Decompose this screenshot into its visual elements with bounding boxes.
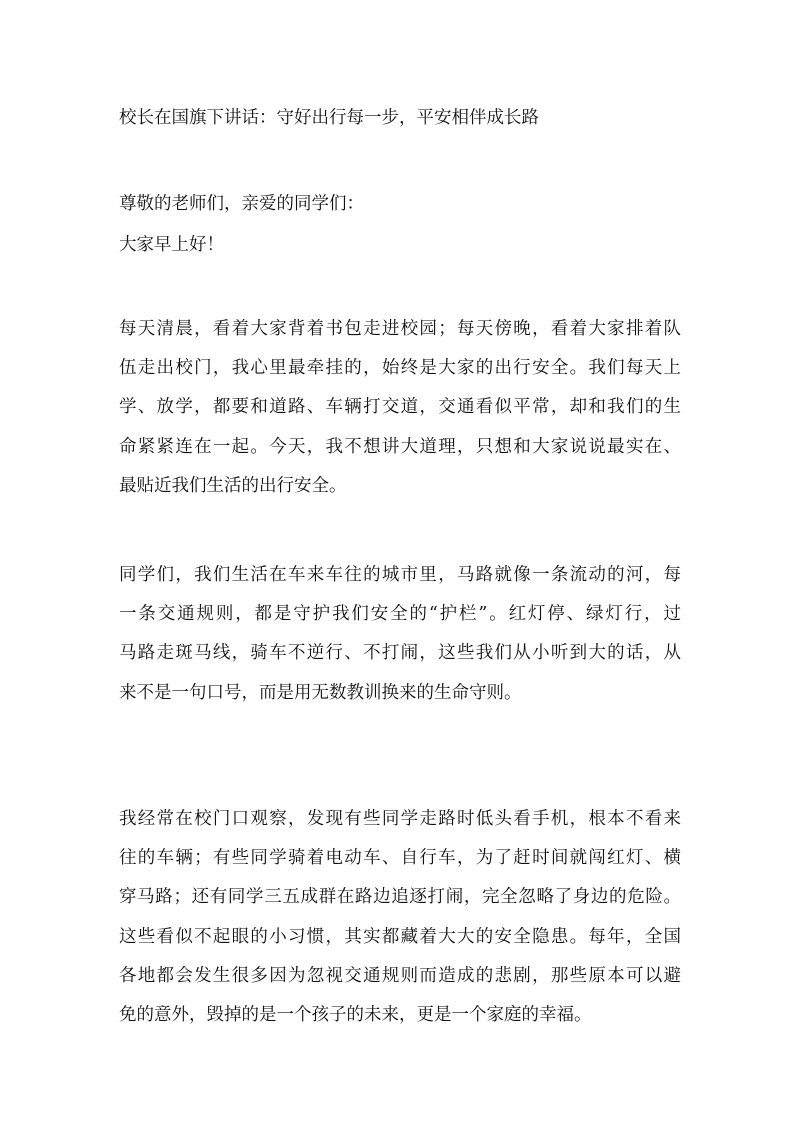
paragraph-line: 免的意外，毁掉的是一个孩子的未来，更是一个家庭的幸福。 [119,1004,592,1025]
paragraph-line: 命紧紧连在一起。今天，我不想讲大道理，只想和大家说说最实在、 [119,436,681,457]
paragraph-line: 每天清晨，看着大家背着书包走进校园；每天傍晚，看着大家排着队 [119,319,681,339]
greeting-line: 大家早上好！ [119,235,224,255]
paragraph-line: 这些看似不起眼的小习惯，其实都藏着大大的安全隐患。每年，全国 [119,926,681,947]
paragraph-line: 我经常在校门口观察，发现有些同学走路时低头看手机，根本不看来 [119,809,681,829]
paragraph-line: 来不是一句口号，而是用无数教训换来的生命守则。 [119,682,522,703]
paragraph-line: 伍走出校门，我心里最牵挂的，始终是大家的出行安全。我们每天上 [119,358,681,379]
paragraph-line: 一条交通规则，都是守护我们安全的“护栏”。红灯停、绿灯行，过 [119,604,681,625]
paragraph-1 [119,310,681,506]
paragraph-line: 往的车辆；有些同学骑着电动车、自行车，为了赶时间就闯红灯、横 [119,848,681,869]
paragraph-line: 穿马路；还有同学三五成群在路边追逐打闹，完全忽略了身边的危险。 [119,887,681,908]
paragraph-line: 学、放学，都要和道路、车辆打交道，交通看似平常，却和我们的生 [119,397,681,418]
salutation-line: 尊敬的老师们，亲爱的同学们： [119,194,364,214]
paragraph-2 [119,556,681,713]
paragraph-line: 同学们，我们生活在车来车往的城市里，马路就像一条流动的河，每 [119,565,681,585]
paragraph-line: 最贴近我们生活的出行安全。 [119,475,347,496]
paragraph-3 [119,800,681,1035]
document-title: 校长在国旗下讲话：守好出行每一步，平安相伴成长路 [119,108,539,128]
paragraph-line: 各地都会发生很多因为忽视交通规则而造成的悲剧，那些原本可以避 [119,965,681,986]
paragraph-line: 马路走斑马线，骑车不逆行、不打闹，这些我们从小听到大的话，从 [119,643,681,664]
